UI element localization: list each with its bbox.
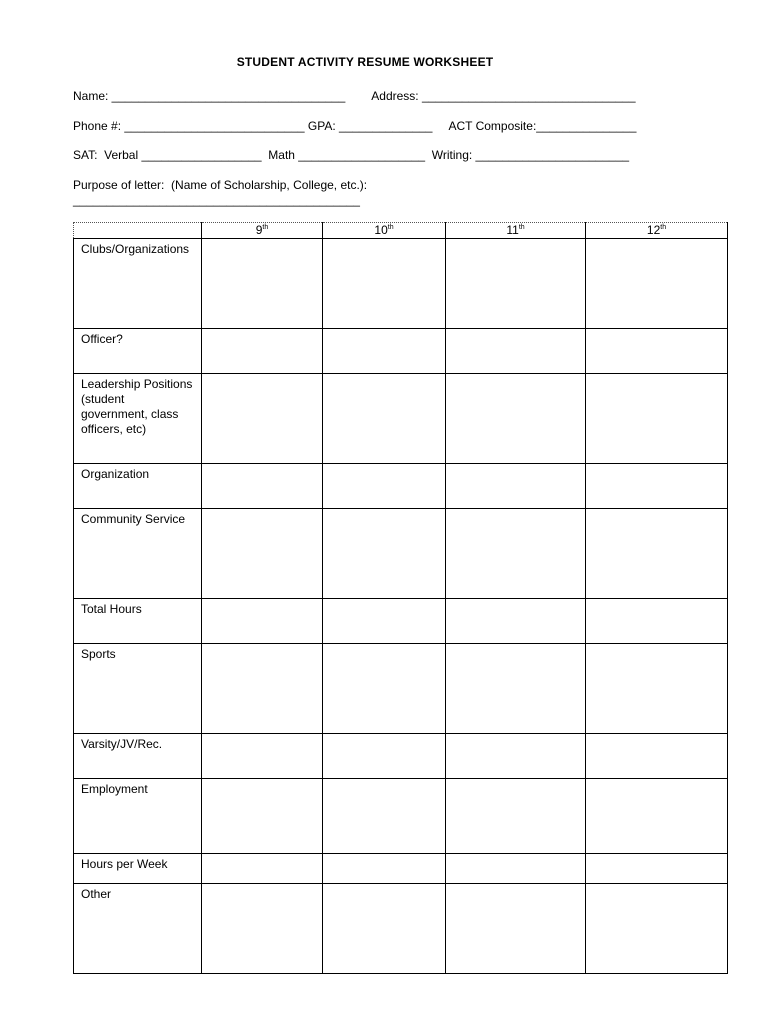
grade-10-entry-cell[interactable]	[323, 509, 446, 599]
row-label: Organization	[74, 464, 202, 509]
grade-9-entry-cell[interactable]	[202, 464, 323, 509]
grade-10-entry-cell[interactable]	[323, 239, 446, 329]
name-address-line[interactable]: Name: ___________________________________ Address: ________________________________	[73, 89, 636, 103]
grade-9-entry-cell[interactable]	[202, 239, 323, 329]
corner-cell	[74, 223, 202, 239]
grade-10-entry-cell[interactable]	[323, 854, 446, 884]
grade-10-entry-cell[interactable]	[323, 599, 446, 644]
grade-10-entry-cell[interactable]	[323, 734, 446, 779]
grade-11-entry-cell[interactable]	[446, 779, 586, 854]
grade-12-entry-cell[interactable]	[586, 599, 728, 644]
table-row	[74, 854, 728, 884]
table-row	[74, 884, 728, 974]
grade-10-entry-cell[interactable]	[323, 464, 446, 509]
grade-12-entry-cell[interactable]	[586, 644, 728, 734]
grade-11-entry-cell[interactable]	[446, 464, 586, 509]
grade-12-header: 12th	[586, 223, 728, 239]
grade-12-entry-cell[interactable]	[586, 779, 728, 854]
grade-11-entry-cell[interactable]	[446, 884, 586, 974]
row-label: Employment	[74, 779, 202, 854]
grade-10-header: 10th	[323, 223, 446, 239]
worksheet-title: STUDENT ACTIVITY RESUME WORKSHEET	[236, 55, 494, 69]
grade-9-entry-cell[interactable]	[202, 734, 323, 779]
row-label: Officer?	[74, 329, 202, 374]
row-label: Varsity/JV/Rec.	[74, 734, 202, 779]
row-label: Total Hours	[74, 599, 202, 644]
grade-11-entry-cell[interactable]	[446, 599, 586, 644]
grade-12-entry-cell[interactable]	[586, 734, 728, 779]
grade-9-entry-cell[interactable]	[202, 509, 323, 599]
table-row	[74, 644, 728, 734]
purpose-label: Purpose of letter: (Name of Scholarship, College, etc.):	[73, 178, 368, 192]
row-label: Clubs/Organizations	[74, 239, 202, 329]
purpose-answer-line[interactable]: ___________________________________________	[73, 193, 360, 207]
grade-10-entry-cell[interactable]	[323, 644, 446, 734]
grade-11-entry-cell[interactable]	[446, 509, 586, 599]
grade-9-entry-cell[interactable]	[202, 329, 323, 374]
grade-12-entry-cell[interactable]	[586, 464, 728, 509]
grade-10-entry-cell[interactable]	[323, 884, 446, 974]
row-label: Community Service	[74, 509, 202, 599]
grade-11-entry-cell[interactable]	[446, 329, 586, 374]
grade-9-entry-cell[interactable]	[202, 884, 323, 974]
grade-9-entry-cell[interactable]	[202, 644, 323, 734]
grade-11-header: 11th	[446, 223, 586, 239]
grade-10-entry-cell[interactable]	[323, 779, 446, 854]
grade-11-entry-cell[interactable]	[446, 854, 586, 884]
table-row	[74, 464, 728, 509]
grade-9-header: 9th	[202, 223, 323, 239]
activity-rows	[74, 239, 728, 974]
row-label: Leadership Positions (student government, class officers, etc)	[74, 374, 202, 464]
grade-10-entry-cell[interactable]	[323, 374, 446, 464]
grade-12-entry-cell[interactable]	[586, 374, 728, 464]
grade-11-entry-cell[interactable]	[446, 644, 586, 734]
sat-scores-line[interactable]: SAT: Verbal __________________ Math ___________________ Writing: _______________________	[73, 148, 630, 162]
grade-11-entry-cell[interactable]	[446, 374, 586, 464]
row-label: Sports	[74, 644, 202, 734]
grade-9-entry-cell[interactable]	[202, 779, 323, 854]
grade-11-entry-cell[interactable]	[446, 239, 586, 329]
row-label: Hours per Week	[74, 854, 202, 884]
grade-12-entry-cell[interactable]	[586, 329, 728, 374]
table-row	[74, 509, 728, 599]
grade-12-entry-cell[interactable]	[586, 884, 728, 974]
grade-12-entry-cell[interactable]	[586, 509, 728, 599]
grade-9-entry-cell[interactable]	[202, 854, 323, 884]
table-row	[74, 239, 728, 329]
activity-table	[73, 222, 728, 974]
table-row	[74, 734, 728, 779]
activity-table-container	[73, 222, 727, 974]
grade-9-entry-cell[interactable]	[202, 374, 323, 464]
table-row	[74, 599, 728, 644]
phone-gpa-act-line[interactable]: Phone #: ___________________________ GPA: ______________ ACT Composite:_______________	[73, 119, 637, 133]
table-row	[74, 329, 728, 374]
table-row	[74, 779, 728, 854]
table-row	[74, 374, 728, 464]
grade-12-entry-cell[interactable]	[586, 854, 728, 884]
grade-10-entry-cell[interactable]	[323, 329, 446, 374]
grade-12-entry-cell[interactable]	[586, 239, 728, 329]
grade-header-row	[74, 223, 728, 239]
grade-11-entry-cell[interactable]	[446, 734, 586, 779]
row-label: Other	[74, 884, 202, 974]
grade-9-entry-cell[interactable]	[202, 599, 323, 644]
